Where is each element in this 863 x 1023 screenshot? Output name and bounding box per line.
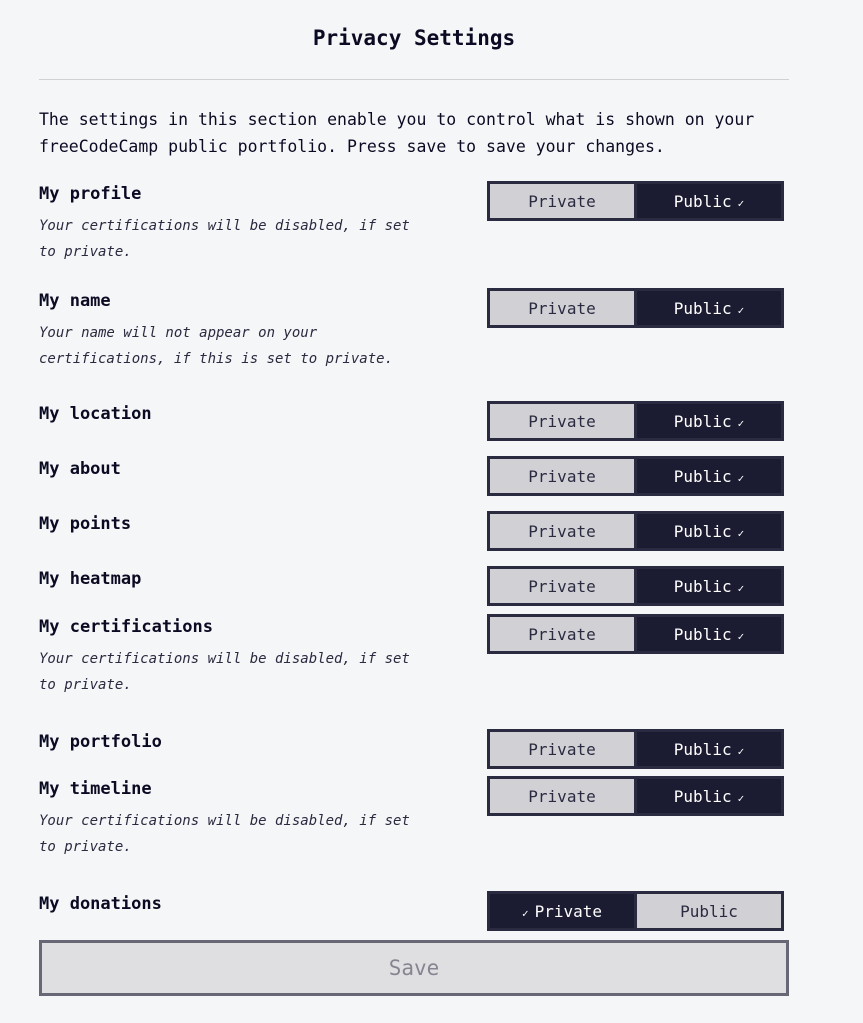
- public-label: Public: [673, 576, 732, 596]
- my-timeline-toggle: [487, 776, 784, 816]
- public-button[interactable]: [637, 617, 781, 651]
- my-profile-description: Your certifications will be disabled, if set to private.: [39, 218, 410, 260]
- public-button[interactable]: [637, 404, 781, 438]
- private-button[interactable]: [490, 732, 634, 766]
- check-icon: ✓: [737, 629, 745, 643]
- private-label: Private: [528, 739, 596, 759]
- check-icon: ✓: [737, 303, 745, 317]
- my-name-label: My name: [39, 291, 111, 311]
- public-button[interactable]: [637, 732, 781, 766]
- private-label: Private: [528, 466, 596, 486]
- public-label: Public: [673, 521, 732, 541]
- my-name-toggle: [487, 288, 784, 328]
- public-button[interactable]: [637, 291, 781, 325]
- my-portfolio-label: My portfolio: [39, 732, 162, 752]
- public-button[interactable]: [637, 184, 781, 218]
- private-label: Private: [528, 298, 596, 318]
- public-button[interactable]: [637, 514, 781, 548]
- my-portfolio-toggle: [487, 729, 784, 769]
- private-label: Private: [528, 411, 596, 431]
- public-label: Public: [673, 191, 732, 211]
- page-title: Privacy Settings: [312, 26, 516, 50]
- private-label: Private: [528, 576, 596, 596]
- my-profile-toggle: [487, 181, 784, 221]
- private-button[interactable]: [490, 569, 634, 603]
- my-about-label: My about: [39, 459, 121, 479]
- private-label: Private: [534, 901, 603, 921]
- check-icon: ✓: [737, 196, 745, 210]
- private-button[interactable]: [490, 459, 634, 493]
- private-label: Private: [528, 786, 596, 806]
- private-button[interactable]: [490, 617, 634, 651]
- intro-text: The settings in this section enable you to control what is shown on your freeCodeCamp public portfolio. Press save to save your changes.: [39, 110, 755, 156]
- my-timeline-description: Your certifications will be disabled, if set to private.: [39, 813, 410, 855]
- private-button[interactable]: [490, 779, 634, 813]
- my-donations-toggle: [487, 891, 784, 931]
- check-icon: ✓: [737, 581, 745, 595]
- public-label: Public: [673, 466, 732, 486]
- private-button[interactable]: [490, 404, 634, 438]
- my-location-toggle: [487, 401, 784, 441]
- private-button[interactable]: [490, 514, 634, 548]
- private-label: Private: [528, 191, 596, 211]
- public-button[interactable]: [637, 459, 781, 493]
- save-button[interactable]: Save: [39, 940, 789, 996]
- public-button[interactable]: [637, 569, 781, 603]
- my-location-label: My location: [39, 404, 152, 424]
- private-button[interactable]: [490, 184, 634, 218]
- private-button[interactable]: [490, 894, 634, 928]
- public-label: Public: [673, 411, 732, 431]
- my-points-label: My points: [39, 514, 132, 534]
- check-icon: ✓: [737, 526, 745, 540]
- public-label: Public: [673, 624, 732, 644]
- my-certifications-description: Your certifications will be disabled, if set to private.: [39, 651, 410, 693]
- my-certifications-toggle: [487, 614, 784, 654]
- public-label: Public: [673, 739, 732, 759]
- check-icon: ✓: [521, 906, 529, 920]
- check-icon: ✓: [737, 416, 745, 430]
- my-heatmap-label: My heatmap: [39, 569, 142, 589]
- my-donations-label: My donations: [39, 894, 162, 914]
- divider: [39, 79, 789, 80]
- public-label: Public: [680, 901, 738, 921]
- private-button[interactable]: [490, 291, 634, 325]
- private-label: Private: [528, 521, 596, 541]
- private-label: Private: [528, 624, 596, 644]
- my-certifications-label: My certifications: [39, 617, 213, 637]
- my-heatmap-toggle: [487, 566, 784, 606]
- my-profile-label: My profile: [39, 184, 142, 204]
- public-label: Public: [673, 786, 732, 806]
- public-button[interactable]: [637, 779, 781, 813]
- public-button[interactable]: [637, 894, 781, 928]
- check-icon: ✓: [737, 791, 745, 805]
- check-icon: ✓: [737, 744, 745, 758]
- check-icon: ✓: [737, 471, 745, 485]
- my-about-toggle: [487, 456, 784, 496]
- my-points-toggle: [487, 511, 784, 551]
- my-name-description: Your name will not appear on your certifications, if this is set to private.: [39, 325, 394, 367]
- my-timeline-label: My timeline: [39, 779, 152, 799]
- public-label: Public: [673, 298, 732, 318]
